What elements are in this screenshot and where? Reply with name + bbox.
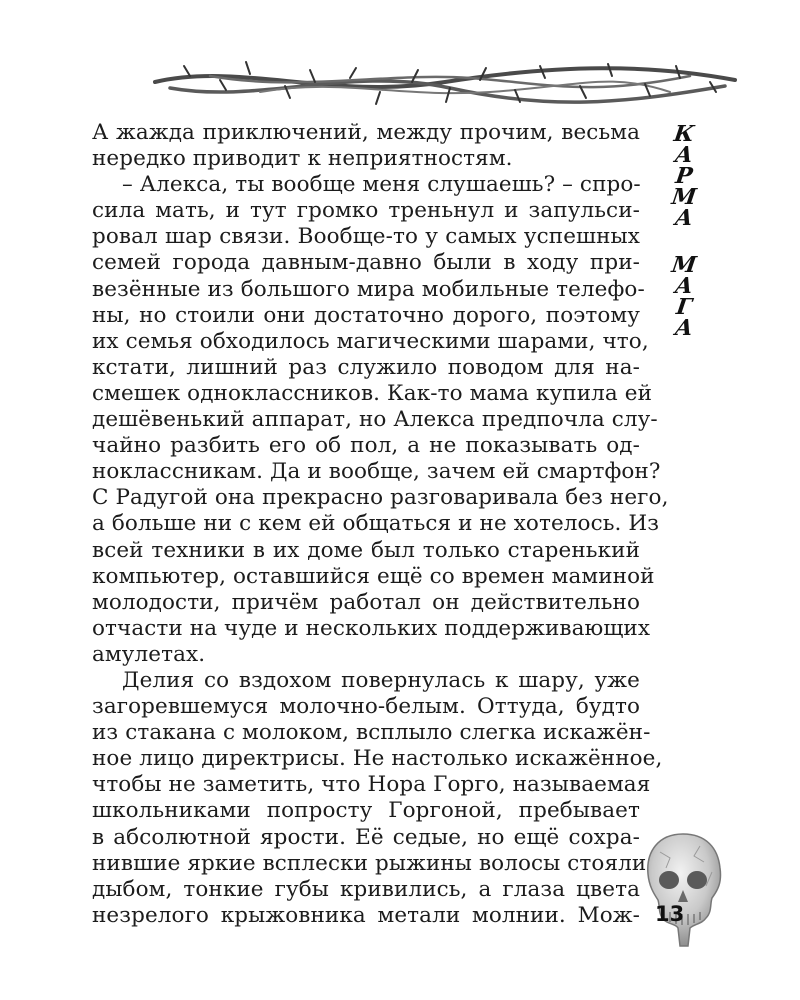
- text-line: отчасти на чуде и нескольких поддерживающих: [92, 615, 651, 641]
- text-line: – Алекса, ты вообще меня слушаешь? – спро-: [122, 172, 641, 198]
- text-line: молодости, причём работал он действительно: [92, 589, 640, 615]
- text-line: дешёвенький аппарат, но Алекса предпочла слу-: [92, 407, 658, 433]
- text-line: кстати, лишний раз служило поводом для на-: [92, 354, 640, 380]
- title-letter: Г: [674, 294, 694, 320]
- text-line: дыбом, тонкие губы кривились, а глаза цвета: [92, 876, 640, 902]
- text-line: А жажда приключений, между прочим, весьма: [92, 120, 640, 145]
- text-line: а больше ни с кем ей общаться и не хотелось. Из: [92, 511, 660, 537]
- text-line: чайно разбить его об пол, а не показывать од-: [92, 433, 640, 459]
- text-line: смешек одноклассников. Как-то мама купила ей: [92, 380, 652, 406]
- text-line: нившие яркие всплески рыжины волосы стояли: [92, 850, 647, 876]
- title-letter: А: [673, 205, 695, 231]
- running-title: [664, 121, 704, 341]
- text-line: компьютер, оставшийся ещё со времен маминой: [92, 563, 655, 589]
- text-line: С Радугой она прекрасно разговаривала без него,: [92, 485, 669, 511]
- text-line: в абсолютной ярости. Её седые, но ещё сохра-: [92, 824, 640, 850]
- text-line: ное лицо директрисы. Не настолько искажённое,: [92, 746, 663, 772]
- text-line: всей техники в их доме был только старенький: [92, 537, 640, 563]
- title-letter: А: [673, 273, 695, 299]
- title-letter: К: [672, 121, 696, 147]
- skull-icon: [640, 828, 726, 954]
- text-line: везённые из большого мира мобильные телефо-: [92, 276, 645, 302]
- title-letter: М: [670, 252, 699, 278]
- text-line: сила мать, и тут громко треньнул и запульси-: [92, 198, 640, 224]
- title-letter: А: [673, 142, 695, 168]
- text-line: Делия со вздохом повернулась к шару, уже: [122, 667, 640, 693]
- page-number: 13: [655, 902, 685, 926]
- title-letter: М: [670, 184, 699, 210]
- body-text: [92, 120, 669, 929]
- text-line: ноклассникам. Да и вообще, зачем ей смартфон?: [92, 459, 661, 485]
- text-line: из стакана с молоком, всплыло слегка искажён-: [92, 720, 651, 746]
- text-line: ровал шар связи. Вообще-то у самых успешных: [92, 224, 640, 250]
- text-line: школьниками попросту Горгоной, пребывает: [92, 798, 640, 824]
- title-letter: А: [673, 315, 695, 341]
- title-letter: Р: [673, 163, 695, 189]
- thorn-vine-ornament: [150, 52, 740, 122]
- text-line: амулетах.: [92, 641, 206, 667]
- text-line: ны, но стоили они достаточно дорого, поэтому: [92, 302, 640, 328]
- text-line: семей города давным-давно были в ходу при-: [92, 250, 640, 276]
- text-line: чтобы не заметить, что Нора Горго, называемая: [92, 772, 651, 798]
- text-line: нередко приводит к неприятностям.: [92, 146, 513, 172]
- text-line: загоревшемуся молочно-белым. Оттуда, будто: [92, 694, 640, 720]
- text-line: их семья обходилось магическими шарами, что,: [92, 328, 649, 354]
- text-line: незрелого крыжовника метали молнии. Мож-: [92, 902, 640, 928]
